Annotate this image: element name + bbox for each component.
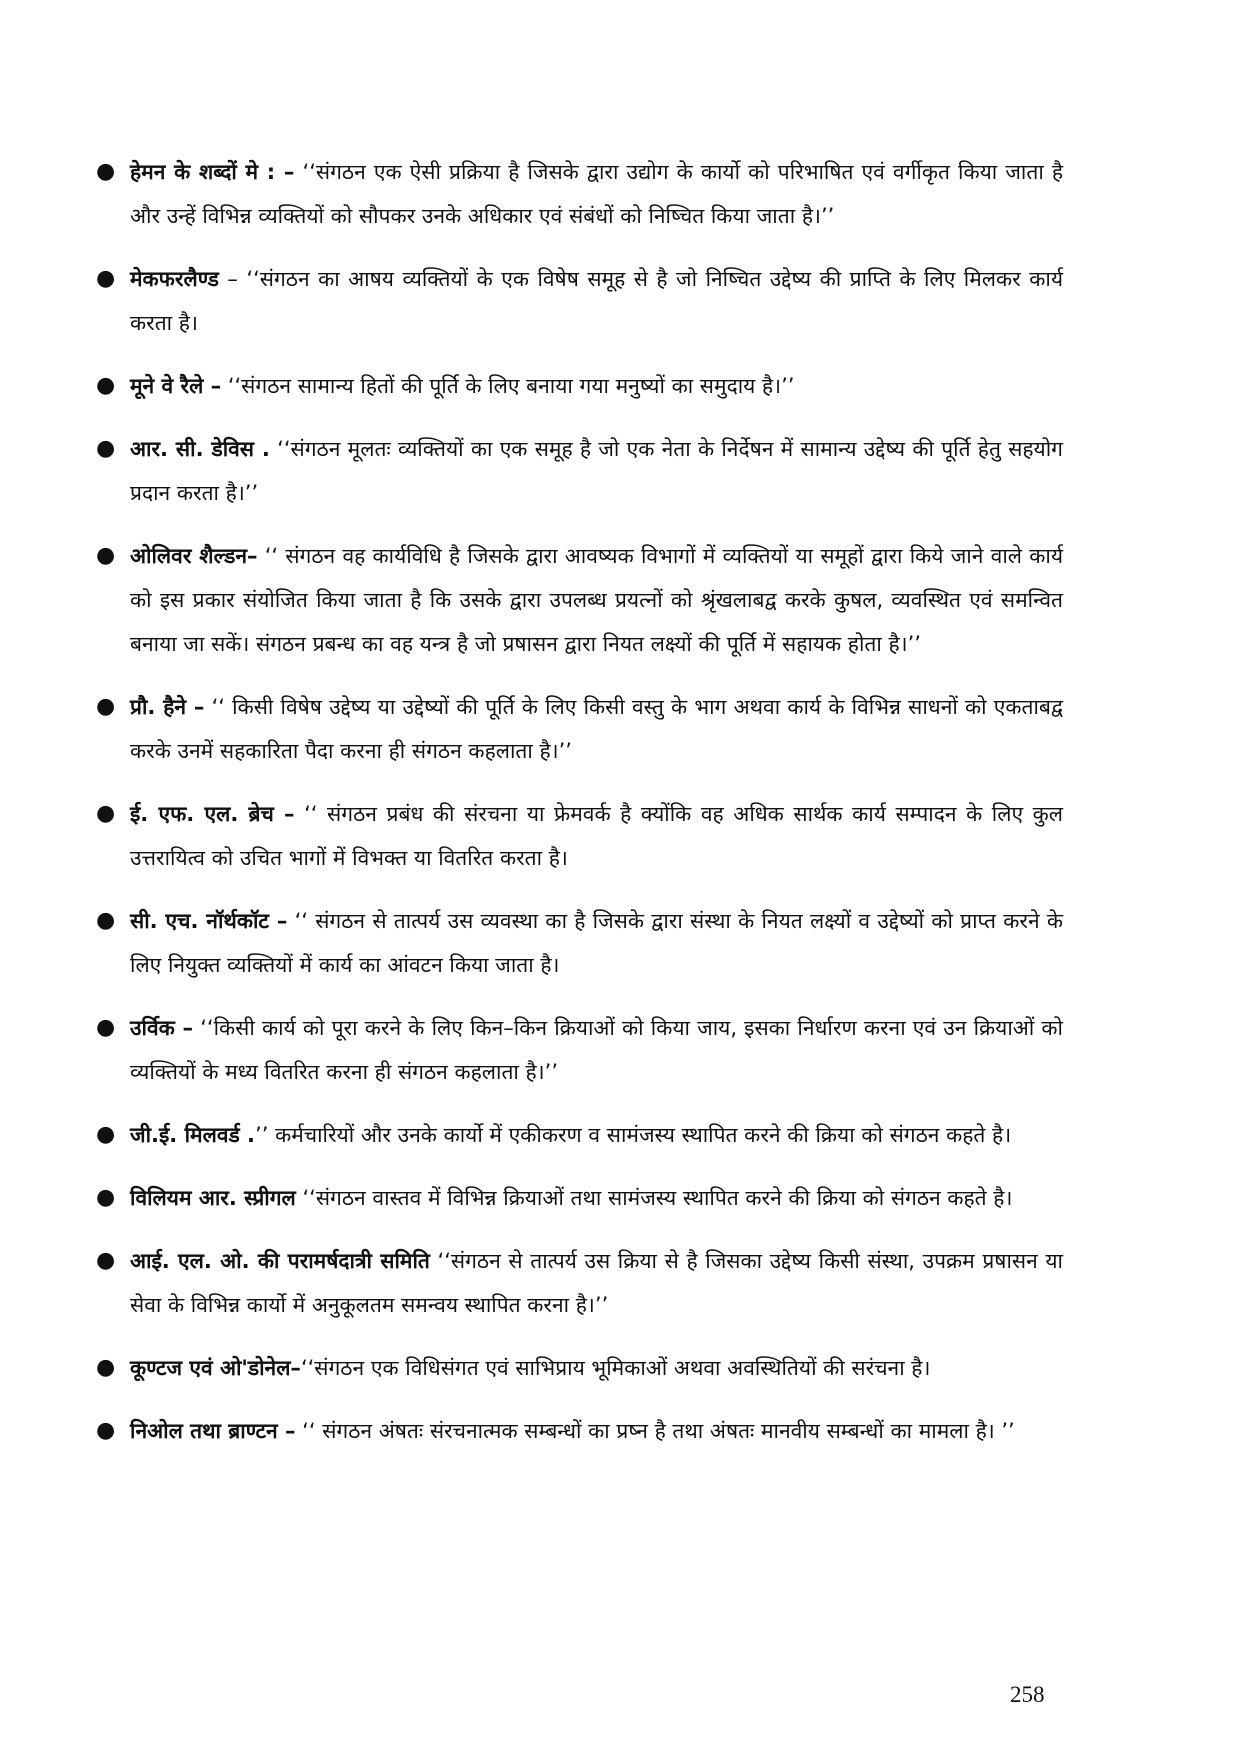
definition-quote: ‘‘संगठन मूलतः व्यक्तियों का एक समूह है जो एक नेता के निर्देषन में सामान्य उद्देष्य की पूर्ति हेतु सहयोग प्रदान करता है।’’ [130, 437, 1063, 505]
bullet-icon: ● [96, 159, 116, 184]
definition-author: विलियम आर. स्प्रीगल [130, 1186, 296, 1210]
definition-quote: ‘‘ संगठन वह कार्यविधि है जिसके द्वारा आवष्यक विभागों में व्यक्तियों या समूहों द्वारा किये जाने वाले कार्य को इस प्रकार संयोजित किया जाता है कि उसके द्वारा उपलब्ध प्रयत्नों को श्रृंखलाबद्व करके कुषल, व्यवस्थित एवं समन्वित बनाया जा सकें। संगठन प्रबन्ध का वह यन्त्र है जो प्रषासन द्वारा नियत लक्ष्यों की पूर्ति में सहायक होता है।’’ [130, 544, 1064, 656]
bullet-icon: ● [96, 373, 116, 398]
definition-item [93, 792, 1063, 880]
definition-quote: ‘‘संगठन वास्तव में विभिन्न क्रियाओं तथा सामंजस्य स्थापित करने की क्रिया को संगठन कहते है। [295, 1186, 1013, 1210]
definition-quote: ‘‘संगठन एक विधिसंगत एवं साभिप्राय भूमिकाओं अथवा अवस्थितियों की सरंचना है। [300, 1356, 931, 1380]
definition-item [93, 1409, 1063, 1453]
definition-quote: ‘‘संगठन एक ऐसी प्रक्रिया है जिसके द्वारा उद्योग के कार्यो को परिभाषित एवं वर्गीकृत किया जाता है और उन्हें विभिन्न व्यक्तियों को सौपकर उनके अधिकार एवं संबंधों को निष्चित किया जाता है।’’ [130, 160, 1063, 228]
definition-author: सी. एच. नॉर्थकॉट – [130, 909, 288, 933]
definition-item [93, 427, 1063, 515]
definition-author: प्रौ. हैने – [130, 695, 205, 719]
bullet-icon: ● [96, 266, 116, 291]
definition-quote: ‘‘किसी कार्य को पूरा करने के लिए किन–किन क्रियाओं को किया जाय, इसका निर्धारण करना एवं उन क्रियाओं को व्यक्तियों के मध्य वितरित करना ही संगठन कहलाता है।’’ [130, 1016, 1063, 1084]
definition-author: मेकफरलैण्ड [130, 267, 219, 291]
definition-item [93, 1346, 1063, 1390]
definition-item [93, 899, 1063, 987]
page-number: 258 [1010, 1682, 1045, 1707]
definition-author: कूण्टज एवं ओ'डोनेल– [130, 1356, 301, 1380]
bullet-icon: ● [96, 1015, 116, 1040]
definition-item [93, 1006, 1063, 1094]
definitions-list [93, 150, 1063, 1472]
definition-quote: ’’ कर्मचारियों और उनके कार्यो में एकीकरण व सामंजस्य स्थापित करने की क्रिया को संगठन कहते है। [255, 1123, 1012, 1147]
definition-author: आर. सी. डेविस . [130, 437, 270, 461]
bullet-icon: ● [96, 908, 116, 933]
definition-item [93, 364, 1063, 408]
bullet-icon: ● [96, 1185, 116, 1210]
definition-author: हेमन के शब्दों मे : – [130, 160, 295, 184]
definition-item [93, 1176, 1063, 1220]
definition-item [93, 534, 1063, 666]
definition-item [93, 1239, 1063, 1327]
bullet-icon: ● [96, 543, 116, 568]
definition-item [93, 685, 1063, 773]
definition-item [93, 257, 1063, 345]
bullet-icon: ● [96, 694, 116, 719]
definition-author: आई. एल. ओ. की परामर्षदात्री समिति [130, 1249, 430, 1273]
definition-author: जी.ई. मिलवर्ड . [130, 1123, 256, 1147]
definition-author: उर्विक – [130, 1016, 194, 1040]
bullet-icon: ● [96, 801, 116, 826]
definition-quote: ‘‘संगठन से तात्पर्य उस क्रिया से है जिसका उद्देष्य किसी संस्था, उपक्रम प्रषासन या सेवा के विभिन्न कार्यो में अनुकूलतम समन्वय स्थापित करना है।’’ [130, 1249, 1063, 1317]
bullet-icon: ● [96, 1248, 116, 1273]
definition-author: ई. एफ. एल. ब्रेच – [130, 802, 295, 826]
definition-author: निओल तथा ब्राण्टन – [130, 1419, 296, 1443]
definition-quote: ‘‘ किसी विषेष उद्देष्य या उद्देष्यों की पूर्ति के लिए किसी वस्तु के भाग अथवा कार्य के विभिन्न साधनों को एकताबद्व करके उनमें सहकारिता पैदा करना ही संगठन कहलाता है।’’ [130, 695, 1063, 763]
bullet-icon: ● [96, 1355, 116, 1380]
bullet-icon: ● [96, 1122, 116, 1147]
definition-quote: – ‘‘संगठन का आषय व्यक्तियों के एक विषेष समूह से है जो निष्चित उद्देष्य की प्राप्ति के लिए मिलकर कार्य करता है। [130, 267, 1063, 335]
definition-author: ओलिवर शैल्डन– [130, 544, 258, 568]
definition-author: मूने वे रैले – [130, 374, 222, 398]
bullet-icon: ● [96, 436, 116, 461]
bullet-icon: ● [96, 1418, 116, 1443]
definition-quote: ‘‘ संगठन से तात्पर्य उस व्यवस्था का है जिसके द्वारा संस्था के नियत लक्ष्यों व उद्देष्यों को प्राप्त करने के लिए नियुक्त व्यक्तियों में कार्य का आंवटन किया जाता है। [130, 909, 1063, 977]
definition-quote: ‘‘संगठन सामान्य हितों की पूर्ति के लिए बनाया गया मनुष्यों का समुदाय है।’’ [221, 374, 795, 398]
definition-item [93, 1113, 1063, 1157]
definition-quote: ‘‘ संगठन प्रबंध की संरचना या फ्रेमवर्क है क्योंकि वह अधिक सार्थक कार्य सम्पादन के लिए कुल उत्तरायित्व को उचित भागों में विभक्त या वितरित करता है। [130, 802, 1064, 870]
definition-quote: ‘‘ संगठन अंषतः संरचनात्मक सम्बन्धों का प्रष्न है तथा अंषतः मानवीय सम्बन्धों का मामला है। ’’ [295, 1419, 1015, 1443]
definition-item [93, 150, 1063, 238]
